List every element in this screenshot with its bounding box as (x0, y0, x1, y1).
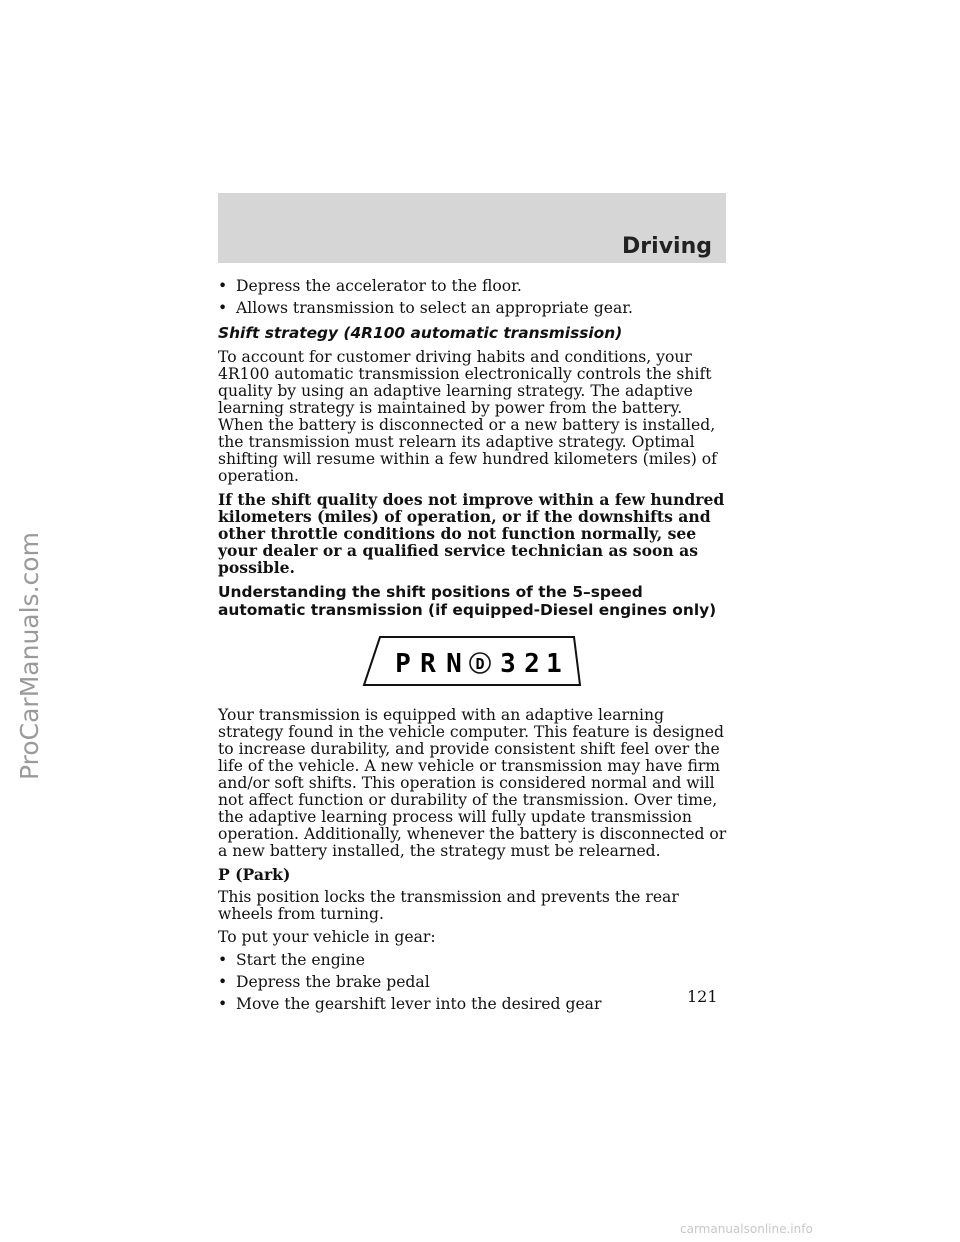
gear-selector-diagram (218, 625, 728, 697)
bullet-icon: • (218, 995, 228, 1013)
list-item (218, 974, 728, 991)
page-content (218, 278, 728, 1018)
list-item (218, 996, 728, 1013)
list-item (218, 300, 728, 317)
list-item-text: Depress the accelerator to the floor. (236, 277, 522, 295)
footer-watermark: carmanualsonline.info (680, 1222, 813, 1236)
list-item-text: Start the engine (236, 951, 365, 969)
list-item-text: Allows transmission to select an appropriate gear. (236, 299, 633, 317)
procarmanuals-watermark (8, 500, 48, 780)
bullet-icon: • (218, 277, 228, 295)
park-body: This position locks the transmission and prevents the rear wheels from turning. (218, 888, 679, 923)
list-item (218, 952, 728, 969)
page-number: 121 (687, 987, 718, 1006)
gear-label-p: P (395, 649, 411, 679)
gear-label-3: 3 (500, 649, 516, 679)
gear-label-d: D (475, 655, 485, 673)
section-title: Driving (622, 234, 712, 259)
park-heading: P (Park) (218, 865, 291, 884)
shift-quality-warning: If the shift quality does not improve within a few hundred kilometers (miles) of operation, or if the downshifts and other throttle conditions do not function normally, see your dealer or a qualified service technician as soon as possible. (218, 490, 725, 577)
gear-label-n: N (446, 649, 462, 679)
gear-label-2: 2 (524, 649, 540, 679)
shift-strategy-heading: Shift strategy (4R100 automatic transmission) (218, 324, 623, 342)
watermark-text: ProCarManuals.com (15, 532, 44, 780)
bullet-icon: • (218, 299, 228, 317)
list-item (218, 278, 728, 295)
adaptive-learning-body: Your transmission is equipped with an adaptive learning strategy found in the vehicle computer. This feature is designed to increase durability, and provide consistent shift feel over the life of the vehicle. A new vehicle or transmission may have firm and/or soft shifts. This operation is considered normal and will not affect function or durability of the transmission. Over time, the adaptive learning process will fully update transmission operation. Additionally, whenever the battery is disconnected or a new battery installed, the strategy must be relearned. (218, 706, 727, 860)
shift-strategy-body: To account for customer driving habits and conditions, your 4R100 automatic transmission electronically controls the shift quality by using an adaptive learning strategy. The adaptive learning strategy is maintained by power from the battery. When the battery is disconnected or a new battery is installed, the transmission must relearn its adaptive strategy. Optimal shifting will resume within a few hundred kilometers (miles) of operation. (218, 348, 717, 485)
gear-label-1: 1 (546, 649, 562, 679)
section-header-band (218, 193, 726, 263)
list-item-text: Move the gearshift lever into the desired gear (236, 995, 602, 1013)
list-item-text: Depress the brake pedal (236, 973, 430, 991)
gear-intro: To put your vehicle in gear: (218, 928, 436, 946)
understanding-heading: Understanding the shift positions of the 5–speed automatic transmission (if equipped-Diesel engines only) (218, 583, 717, 619)
bullet-icon: • (218, 951, 228, 969)
bullet-icon: • (218, 973, 228, 991)
gear-label-r: R (420, 649, 436, 679)
